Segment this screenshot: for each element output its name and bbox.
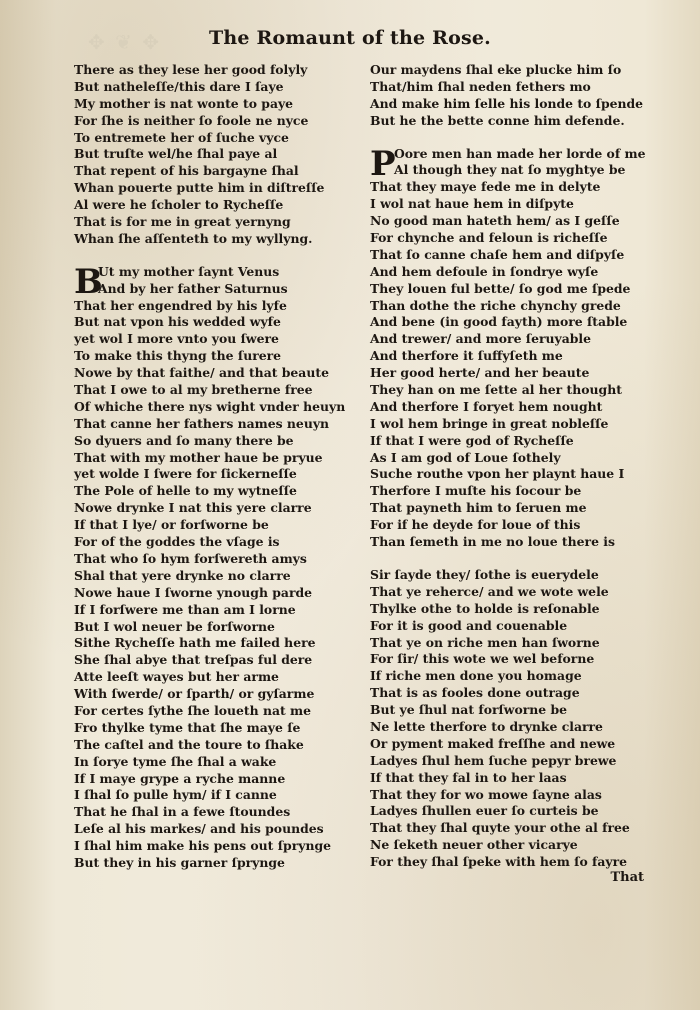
verse-line: Ladyes ſhullen euer ſo curteis be xyxy=(370,803,599,819)
verse-line: For ſir/ this wote we wel beforne xyxy=(370,651,595,667)
verse-line: Leſe al his markes/ and his poundes xyxy=(74,821,324,837)
verse-line: For of the goddes the vſage is xyxy=(74,534,280,550)
verse-line: That they for wo mowe ſayne alas xyxy=(370,786,602,802)
left-stanza-1 xyxy=(74,62,344,248)
verse-line: That her engendred by his lyfe xyxy=(74,297,287,313)
verse-line: That is as fooles done outrage xyxy=(370,685,580,701)
verse-line: That/him ſhal neden fethers mo xyxy=(370,78,591,94)
verse-line: Suche routhe vpon her playnt haue I xyxy=(370,466,625,482)
verse-line: But natheleſſe/this dare I ſaye xyxy=(74,78,284,94)
verse-line: That ſo canne chaſe hem and diſpyſe xyxy=(370,246,625,262)
left-column xyxy=(74,62,344,872)
verse-line: That they ſhal quyte your othe al free xyxy=(370,820,630,836)
verse-line: Al were he ſcholer to Rycheſſe xyxy=(74,197,284,213)
verse-line: For it is good and couenable xyxy=(370,617,568,633)
verse-line: Her good herte/ and her beaute xyxy=(370,365,590,381)
verse-line: Ne lette therfore to drynke clarre xyxy=(370,718,603,734)
verse-line: But ye ſhul nat forſworne be xyxy=(370,702,568,718)
verse-line: Nowe drynke I nat this yere clarre xyxy=(74,500,312,516)
verse-line: Atte leeſt wayes but her arme xyxy=(74,669,279,685)
verse-line: That who ſo hym forſwereth amys xyxy=(74,550,307,566)
verse-line: The caſtel and the toure to ſhake xyxy=(74,736,304,752)
verse-line: That with my mother haue be pryue xyxy=(74,449,323,465)
right-stanza-1 xyxy=(370,62,655,130)
verse-line: yet wolde I ſwere for ſickerneſſe xyxy=(74,466,297,482)
verse-line: I ſhal ſo pulle hym/ if I canne xyxy=(74,787,277,803)
verse-line: For if he deyde for loue of this xyxy=(370,517,581,533)
verse-line: But I wol neuer be forſworne xyxy=(74,618,275,634)
verse-line: Therfore I muſte his ſocour be xyxy=(370,483,582,499)
verse-line: That payneth him to ſeruen me xyxy=(370,500,587,516)
verse-line: That ye on riche men han ſworne xyxy=(370,634,600,650)
verse-line: Nowe haue I ſworne ynough parde xyxy=(74,584,313,600)
drop-cap: B xyxy=(74,261,103,302)
show-through-ornament: ✥ ❦ ✥ xyxy=(88,30,161,54)
verse-line: And hem defoule in ſondrye wyſe xyxy=(370,263,599,279)
verse-line: Whan ſhe aſſenteth to my wyllyng. xyxy=(74,230,313,246)
verse-line: Ne ſeketh neuer other vicarye xyxy=(370,837,578,853)
verse-line: If riche men done you homage xyxy=(370,668,582,684)
right-stanza-2 xyxy=(370,143,655,551)
verse-line: Or pyment maked freſſhe and newe xyxy=(370,735,616,751)
drop-cap: P xyxy=(370,143,396,184)
verse-line: For chynche and feloun is richeſſe xyxy=(370,230,608,246)
verse-line: And bene (in good fayth) more ſtable xyxy=(370,314,628,330)
verse-line: For certes ſythe ſhe loueth nat me xyxy=(74,702,312,718)
verse-line: Than dothe the riche chynchy grede xyxy=(370,297,621,313)
verse-line: That they maye fede me in delyte xyxy=(370,179,601,195)
verse-line: And therfore I foryet hem nought xyxy=(370,398,603,414)
verse-line: As I am god of Loue ſothely xyxy=(370,449,561,465)
right-column xyxy=(370,62,655,871)
verse-line: That I owe to al my bretherne free xyxy=(74,382,313,398)
verse-line: That he ſhal in a fewe ſtoundes xyxy=(74,804,291,820)
verse-line: And make him ſelle his londe to ſpende xyxy=(370,95,644,111)
verse-line: For ſhe is neither ſo foole ne nyce xyxy=(74,112,309,128)
verse-line: Ladyes ſhul hem ſuche pepyr brewe xyxy=(370,752,617,768)
verse-line: But they in his garner ſprynge xyxy=(74,854,285,870)
verse-line: Nowe by that faithe/ and that beaute xyxy=(74,365,329,381)
verse-line: Ut my mother ſaynt Venus xyxy=(98,263,280,279)
verse-line: So dyuers and ſo many there be xyxy=(74,432,294,448)
verse-line: They louen ful bette/ ſo god me ſpede xyxy=(370,280,631,296)
verse-line: yet wol I more vnto you ſwere xyxy=(74,331,279,347)
page-title: The Romaunt of the Rose. xyxy=(209,27,491,49)
verse-line: Sir ſayde they/ ſothe is euerydele xyxy=(370,566,599,582)
verse-line: I ſhal him make his pens out ſprynge xyxy=(74,838,331,854)
verse-line: If that they fal in to her laas xyxy=(370,769,567,785)
verse-line: And trewer/ and more ſeruyable xyxy=(370,331,591,347)
verse-line: For they ſhal ſpeke with hem ſo fayre xyxy=(370,854,628,870)
verse-line: If I maye grype a ryche manne xyxy=(74,770,286,786)
verse-line: That ye reherce/ and we wote wele xyxy=(370,583,609,599)
verse-line: If I forſwere me than am I lorne xyxy=(74,601,296,617)
verse-line: Whan pouerte putte him in diſtreſſe xyxy=(74,180,325,196)
verse-line: If that I lye/ or forſworne be xyxy=(74,517,269,533)
verse-line: My mother is nat wonte to paye xyxy=(74,95,294,111)
verse-line: If that I were god of Rycheſſe xyxy=(370,432,574,448)
catchword: That xyxy=(610,870,644,885)
verse-line: She ſhal abye that treſpas ful dere xyxy=(74,652,313,668)
verse-line: They han on me ſette al her thought xyxy=(370,382,622,398)
verse-line: But nat vpon his wedded wyfe xyxy=(74,314,281,330)
verse-line: Shal that yere drynke no clarre xyxy=(74,567,291,583)
verse-line: But truſte wel/he ſhal paye al xyxy=(74,146,278,162)
verse-line: Fro thylke tyme that ſhe maye ſe xyxy=(74,719,301,735)
verse-line: To entremete her of ſuche vyce xyxy=(74,129,289,145)
verse-line: Than ſemeth in me no loue there is xyxy=(370,534,615,550)
verse-line: But he the bette conne him defende. xyxy=(370,112,625,128)
verse-line: That repent of his bargayne ſhal xyxy=(74,163,299,179)
verse-line: Oore men han made her lorde of me xyxy=(394,145,646,161)
verse-line: No good man hateth hem/ as I geſſe xyxy=(370,213,620,229)
verse-line: Al though they nat ſo myghtye be xyxy=(394,162,626,178)
verse-line: And therfore it ſuffyſeth me xyxy=(370,348,563,364)
left-stanza-2 xyxy=(74,261,346,872)
verse-line: That canne her fathers names neuyn xyxy=(74,415,330,431)
verse-line: Thylke othe to holde is reſonable xyxy=(370,600,600,616)
verse-line: There as they lese her good folyly xyxy=(74,62,308,77)
verse-line: With ſwerde/ or ſparth/ or gyſarme xyxy=(74,686,315,702)
verse-line: Sithe Rycheſſe hath me failed here xyxy=(74,635,316,651)
verse-line: I wol nat haue hem in diſpyte xyxy=(370,196,574,212)
verse-line: The Pole of helle to my wytneſſe xyxy=(74,483,297,499)
verse-line: That is for me in great yernyng xyxy=(74,214,291,230)
verse-line: I wol hem bringe in great nobleſſe xyxy=(370,415,609,431)
verse-line: And by her father Saturnus xyxy=(98,280,288,296)
verse-line: Of whiche there nys wight vnder heuyn xyxy=(74,398,346,414)
verse-line: To make this thyng the ſurere xyxy=(74,348,282,364)
verse-line: Our maydens ſhal eke plucke him ſo xyxy=(370,62,622,77)
verse-line: In ſorye tyme ſhe ſhal a wake xyxy=(74,753,277,769)
right-stanza-3 xyxy=(370,567,655,871)
